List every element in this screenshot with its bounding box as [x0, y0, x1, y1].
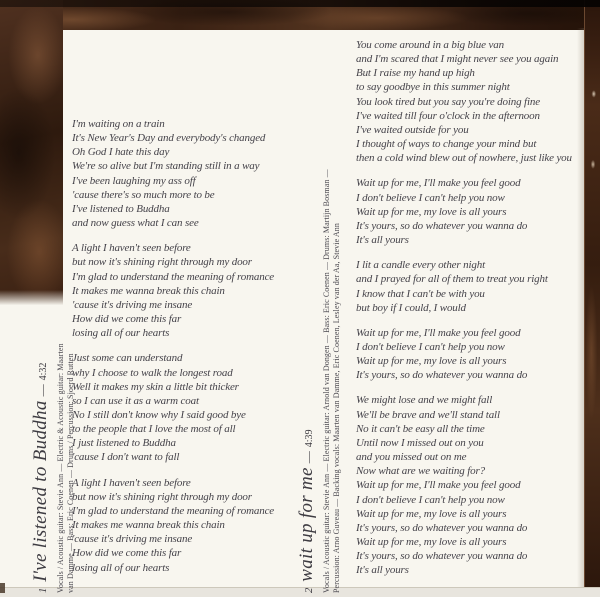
lyrics-line: why I choose to walk the longest road — [72, 366, 233, 379]
title-duration-separator: — — [35, 384, 49, 397]
lyrics-line: and now guess what I can see — [72, 217, 199, 230]
lyrics-line: Oh God I hate this day — [72, 146, 170, 159]
cover-photo-right-strip — [584, 0, 600, 587]
lyrics-line: Wait up for me, my love is all yours — [356, 536, 507, 548]
track-title: wait up for me — [296, 467, 317, 582]
lyrics-line: I know that I can't be with you — [356, 287, 485, 300]
lyrics-line: I don't believe I can't help you now — [356, 340, 505, 353]
lyrics-line: I thought of ways to change your mind but — [356, 138, 537, 151]
lyrics-stanza — [356, 38, 586, 165]
credit-line: Vocals / Acoustic guitar: Stevie Ann — Electric guitar: Arnold van Dongen — Bass: Eric Coenen — Drums: Martijn Bosman — — [322, 169, 331, 593]
lyrics-line: We're so alive but I'm standing still in a way — [72, 160, 260, 173]
lyrics-line: I've waited outside for you — [356, 123, 469, 136]
lyrics-line: to the people that I love the most of all — [72, 423, 236, 436]
credit-line: Vocals / Acoustic guitar: Stevie Ann — Electric & Acoustic guitar: Maarten — [56, 343, 65, 593]
lyrics-line: It's New Year's Day and everybody's changed — [72, 132, 266, 145]
song-1-title — [31, 343, 53, 593]
lyrics-line: 'cause it's driving me insane — [72, 298, 193, 311]
lyrics-line: I've listened to Buddha — [72, 202, 170, 215]
lyrics-line: Wait up for me, I'll make you feel good — [356, 177, 521, 190]
cover-photo-left-block — [0, 0, 63, 307]
lyrics-line: I don't believe I can't help you now — [356, 493, 505, 506]
lyrics-line: Well it makes my skin a little bit thicker — [72, 380, 239, 393]
lyrics-line: to say goodbye in this summer night — [356, 81, 510, 94]
bottom-left-mark — [0, 583, 5, 593]
lyrics-line: It's yours, so do whatever you wanna do — [356, 219, 528, 232]
lyrics-line: But I raise my hand up high — [356, 67, 475, 80]
lyrics-line: I lit a candle every other night — [356, 259, 485, 272]
lyrics-line: Just some can understand — [72, 352, 183, 365]
track-duration: 4:32 — [38, 362, 49, 381]
lyrics-line: but boy if I could, I would — [356, 301, 466, 314]
lyrics-line: A light I haven't seen before — [72, 242, 191, 255]
lyrics-line: but now it's shining right through my door — [72, 256, 252, 269]
lyrics-stanza — [356, 393, 586, 577]
lyrics-line: I'm glad to understand the meaning of romance — [72, 504, 275, 517]
lyrics-line: Wait up for me, I'll make you feel good — [356, 479, 521, 492]
lyrics-line: It's yours, so do whatever you wanna do — [356, 521, 528, 534]
song-2-lyrics — [356, 38, 586, 588]
lyrics-line: I've waited till four o'clock in the afternoon — [356, 109, 540, 122]
lyrics-line: and you missed out on me — [356, 451, 467, 464]
lyrics-line: We'll be brave and we'll stand tall — [356, 408, 500, 421]
lyrics-line: Until now I missed out on you — [356, 436, 484, 449]
lyrics-line: so I can use it as a warm coat — [72, 394, 199, 407]
lyrics-stanza — [356, 258, 586, 315]
track-title: I've listened to Buddha — [30, 400, 51, 582]
song-2-header — [297, 169, 341, 593]
lyrics-line: but now it's shining right through my door — [72, 490, 252, 503]
lyrics-line: No I still don't know why I said good bye — [72, 408, 246, 421]
lyrics-line: It makes me wanna break this chain — [72, 284, 225, 297]
lyrics-line: It's yours, so do whatever you wanna do — [356, 550, 528, 563]
lyrics-line: How did we come this far — [72, 313, 182, 326]
lyrics-line: A light I haven't seen before — [72, 476, 191, 489]
lyrics-line: Wait up for me, I'll make you feel good — [356, 326, 521, 339]
lyrics-line: 'cause it's driving me insane — [72, 533, 193, 546]
lyrics-line: Wait up for me, my love is all yours — [356, 205, 507, 218]
lyrics-line: No it can't be easy all the time — [356, 422, 485, 435]
lyrics-line: We might lose and we might fall — [356, 394, 493, 407]
track-number: 2 — [304, 587, 315, 593]
song-2-credits — [322, 169, 341, 593]
track-duration: 4:39 — [304, 429, 315, 448]
lyrics-line: It's all yours — [356, 564, 409, 577]
lyrics-line: 'cause there's so much more to be — [72, 188, 215, 201]
lyrics-line: I just listened to Buddha — [72, 437, 176, 450]
track-number: 1 — [38, 587, 49, 593]
credit-line: Percussion: Arno Guveau — Backing vocals: Maarten van Damme, Eric Coenen, Lesley van der Aa, Stevie Ann — [331, 223, 341, 593]
lyrics-line: and I'm scared that I might never see you again — [356, 53, 559, 66]
lyrics-line: Wait up for me, my love is all yours — [356, 355, 507, 368]
lyrics-line: It's all yours — [356, 234, 409, 247]
lyrics-line: Now what are we waiting for? — [356, 465, 485, 478]
lyrics-line: How did we come this far — [72, 547, 182, 560]
song-1-header — [31, 343, 75, 593]
credit-line: van Damme — Bass: Eric Coenen — Drums / Percussion: Sjoerd Rutten — [65, 353, 75, 593]
lyrics-stanza — [356, 326, 586, 383]
lyrics-line: You look tired but you say you're doing fine — [356, 95, 540, 108]
lyrics-line: I've been laughing my ass off — [72, 174, 196, 187]
lyrics-line: 'cause I don't want to fall — [72, 451, 180, 464]
lyrics-line: and I prayed for all of them to treat you right — [356, 273, 548, 286]
title-duration-separator: — — [301, 451, 315, 464]
lyrics-line: I'm waiting on a train — [72, 118, 165, 130]
lyrics-stanza — [356, 176, 586, 247]
lyrics-line: Wait up for me, my love is all yours — [356, 507, 507, 520]
lyrics-line: It makes me wanna break this chain — [72, 519, 225, 532]
lyrics-line: It's yours, so do whatever you wanna do — [356, 369, 528, 382]
lyrics-line: You come around in a big blue van — [356, 39, 504, 51]
page-top-dark-edge — [0, 0, 600, 7]
lyrics-line: losing all of our hearts — [72, 561, 170, 574]
lyrics-line: then a cold wind blew out of nowhere, just like you — [356, 152, 572, 165]
lyrics-line: losing all of our hearts — [72, 327, 170, 340]
lyrics-line: I don't believe I can't help you now — [356, 191, 505, 204]
lyrics-line: I'm glad to understand the meaning of romance — [72, 270, 275, 283]
song-2-title — [297, 169, 319, 593]
